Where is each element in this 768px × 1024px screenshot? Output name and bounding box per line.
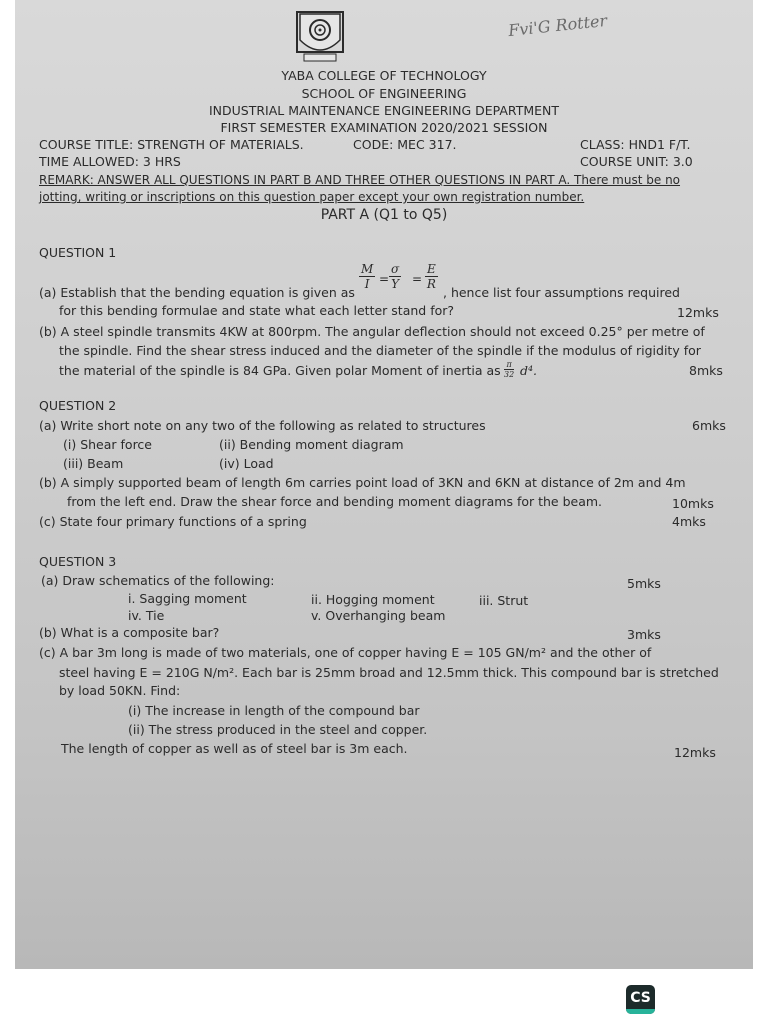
q2-part-c: (c) State four primary functions of a spring bbox=[39, 514, 307, 529]
q2-part-b-line-1: (b) A simply supported beam of length 6m carries point load of 3KN and 6KN at distance of 2m and 4m bbox=[39, 475, 686, 490]
eq-m: M bbox=[361, 262, 374, 276]
class-label: CLASS: HND1 F/T. bbox=[580, 137, 691, 152]
college-crest-logo bbox=[292, 10, 348, 66]
exam-session: FIRST SEMESTER EXAMINATION 2020/2021 SESSION bbox=[220, 120, 548, 135]
eq-equals-1: = bbox=[379, 272, 390, 286]
q1-part-a-line-2: for this bending formulae and state what each letter stand for? bbox=[59, 303, 455, 318]
q2-option-iii: (iii) Beam bbox=[63, 456, 124, 471]
q2-part-a: (a) Write short note on any two of the following as related to structures bbox=[39, 418, 486, 433]
time-allowed: TIME ALLOWED: 3 HRS bbox=[39, 154, 181, 169]
q2-option-i: (i) Shear force bbox=[63, 437, 152, 452]
department-name: INDUSTRIAL MAINTENANCE ENGINEERING DEPARTMENT bbox=[208, 103, 560, 118]
eq-i: I bbox=[364, 277, 370, 291]
bending-eq-e-over-r bbox=[425, 262, 438, 291]
q1-part-b-line-3: the material of the spindle is 84 GPa. Given polar Moment of inertia as bbox=[59, 363, 501, 378]
remark-line-2: jotting, writing or inscriptions on this question paper except your own registration number. bbox=[39, 190, 585, 204]
q3-option-i: i. Sagging moment bbox=[128, 591, 247, 606]
camscanner-badge-icon: CS bbox=[626, 985, 655, 1014]
polar-moment-fraction bbox=[504, 360, 514, 379]
q2-option-ii: (ii) Bending moment diagram bbox=[219, 437, 404, 452]
q2-option-iv: (iv) Load bbox=[219, 456, 274, 471]
q3-option-iii: iii. Strut bbox=[479, 593, 529, 608]
q2-part-b-line-2: from the left end. Draw the shear force and bending moment diagrams for the beam. bbox=[67, 494, 603, 509]
q3-part-a-marks: 5mks bbox=[627, 576, 661, 591]
question-2-title: QUESTION 2 bbox=[39, 398, 117, 413]
q1-part-a-line-1b: , hence list four assumptions required bbox=[443, 285, 680, 300]
question-3-title: QUESTION 3 bbox=[39, 554, 117, 569]
q1-part-b-line-1: (b) A steel spindle transmits 4KW at 800rpm. The angular deflection should not exceed 0.25° per metre of bbox=[39, 324, 705, 339]
eq-equals-2: = bbox=[412, 272, 423, 286]
eq-y: Y bbox=[391, 277, 400, 291]
question-1-title: QUESTION 1 bbox=[39, 245, 117, 260]
q3-option-ii: ii. Hogging moment bbox=[311, 592, 435, 607]
course-code: CODE: MEC 317. bbox=[353, 137, 457, 152]
q1-part-b-line-2: the spindle. Find the shear stress induced and the diameter of the spindle if the modulus of rigidity for bbox=[59, 343, 701, 358]
bending-eq-m-over-i bbox=[359, 262, 375, 291]
q1-part-b-marks: 8mks bbox=[689, 363, 723, 378]
q3-part-c-i: (i) The increase in length of the compound bar bbox=[128, 703, 420, 718]
q3-part-b: (b) What is a composite bar? bbox=[39, 625, 220, 640]
bending-eq-sigma-over-y bbox=[389, 262, 401, 291]
q3-option-iv: iv. Tie bbox=[128, 608, 165, 623]
remark-line-1: REMARK: ANSWER ALL QUESTIONS IN PART B AND THREE OTHER QUESTIONS IN PART A. There must be no bbox=[39, 173, 681, 187]
q3-part-c-line-3: by load 50KN. Find: bbox=[59, 683, 181, 698]
course-title: COURSE TITLE: STRENGTH OF MATERIALS. bbox=[39, 137, 304, 152]
handwritten-note: Fvi'G Rotter bbox=[507, 10, 608, 41]
q2-part-c-marks: 4mks bbox=[672, 514, 706, 529]
exam-paper bbox=[15, 0, 753, 969]
q1-part-a-marks: 12mks bbox=[677, 305, 719, 320]
q3-part-c-line-4: The length of copper as well as of steel bar is 3m each. bbox=[61, 741, 408, 756]
q1-part-a-line-1: (a) Establish that the bending equation is given as bbox=[39, 285, 355, 300]
q3-part-c-ii: (ii) The stress produced in the steel and copper. bbox=[128, 722, 428, 737]
eq-e: E bbox=[427, 262, 436, 276]
polar-d4: d⁴. bbox=[520, 363, 537, 378]
q3-part-c-line-2: steel having E = 210G N/m². Each bar is 25mm broad and 12.5mm thick. This compound bar is stretched bbox=[59, 665, 719, 680]
part-heading: PART A (Q1 to Q5) bbox=[320, 207, 448, 223]
q2-part-a-marks: 6mks bbox=[692, 418, 726, 433]
q2-part-b-marks: 10mks bbox=[672, 496, 714, 511]
q3-part-b-marks: 3mks bbox=[627, 627, 661, 642]
q3-part-c-line-1: (c) A bar 3m long is made of two materials, one of copper having E = 105 GN/m² and the other of bbox=[39, 645, 652, 660]
school-name: SCHOOL OF ENGINEERING bbox=[301, 86, 467, 101]
q3-part-a: (a) Draw schematics of the following: bbox=[41, 573, 275, 588]
polar-pi: π bbox=[504, 360, 514, 370]
polar-32: 32 bbox=[504, 370, 515, 379]
q3-option-v: v. Overhanging beam bbox=[311, 608, 446, 623]
eq-r: R bbox=[426, 277, 436, 291]
course-unit: COURSE UNIT: 3.0 bbox=[580, 154, 693, 169]
q3-part-c-marks: 12mks bbox=[674, 745, 716, 760]
college-name: YABA COLLEGE OF TECHNOLOGY bbox=[281, 68, 487, 83]
eq-sigma: σ bbox=[391, 262, 400, 276]
